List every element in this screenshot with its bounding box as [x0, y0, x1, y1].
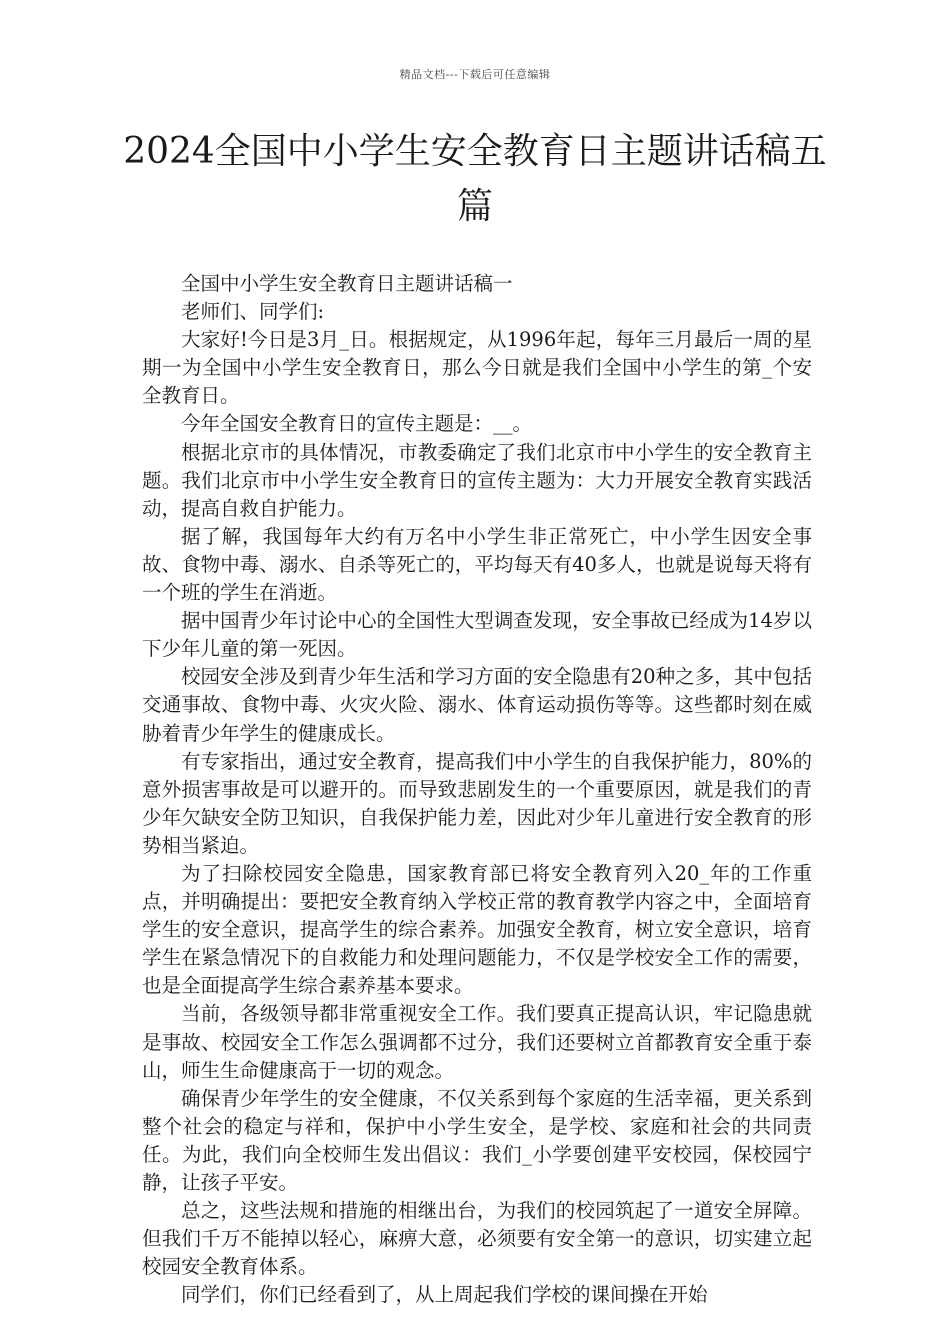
paragraph: 校园安全涉及到青少年生活和学习方面的安全隐患有20种之多，其中包括交通事故、食物中毒、火灾火险、溺水、体育运动损伤等等。这些都时刻在威胁着青少年学生的健康成长。 — [142, 665, 812, 745]
header-note: 精品文档---下载后可任意编辑 — [399, 68, 551, 81]
paragraph: 据中国青少年讨论中心的全国性大型调查发现，安全事故已经成为14岁以下少年儿童的第一死因。 — [142, 609, 812, 661]
paragraph: 大家好!今日是3月_日。根据规定，从1996年起，每年三月最后一周的星期一为全国中小学生安全教育日，那么今日就是我们全国中小学生的第_个安全教育日。 — [142, 328, 812, 408]
salutation: 老师们、同学们: — [181, 300, 325, 324]
document-body — [142, 270, 812, 1309]
document-title: 2024全国中小学生安全教育日主题讲话稿五篇 — [123, 131, 827, 227]
paragraph: 当前，各级领导都非常重视安全工作。我们要真正提高认识，牢记隐患就是事故、校园安全工作怎么强调都不过分，我们还要树立首都教育安全重于泰山，师生生命健康高于一切的观念。 — [142, 1002, 812, 1082]
paragraph: 有专家指出，通过安全教育，提高我们中小学生的自我保护能力，80%的意外损害事故是可以避开的。而导致悲剧发生的一个重要原因，就是我们的青少年欠缺安全防卫知识，自我保护能力差，因此对少年儿童进行安全教育的形势相当紧迫。 — [142, 749, 812, 857]
paragraph: 根据北京市的具体情况，市教委确定了我们北京市中小学生的安全教育主题。我们北京市中小学生安全教育日的宣传主题为：大力开展安全教育实践活动，提高自救自护能力。 — [142, 440, 812, 520]
section-heading: 全国中小学生安全教育日主题讲话稿一 — [181, 272, 513, 295]
paragraph: 总之，这些法规和措施的相继出台，为我们的校园筑起了一道安全屏障。但我们千万不能掉以轻心，麻痹大意，必须要有安全第一的意识，切实建立起校园安全教育体系。 — [142, 1199, 812, 1279]
paragraph: 确保青少年学生的安全健康，不仅关系到每个家庭的生活幸福，更关系到整个社会的稳定与祥和，保护中小学生安全，是学校、家庭和社会的共同责任。为此，我们向全校师生发出倡议：我们_小学要创建平安校园，保校园宁静，让孩子平安。 — [142, 1086, 812, 1194]
paragraph: 为了扫除校园安全隐患，国家教育部已将安全教育列入20_年的工作重点，并明确提出：要把安全教育纳入学校正常的教育教学内容之中，全面培育学生的安全意识，提高学生的综合素养。加强安全教育，树立安全意识，培育学生在紧急情况下的自救能力和处理问题能力，不仅是学校安全工作的需要，也是全面提高学生综合素养基本要求。 — [142, 861, 812, 998]
paragraph: 今年全国安全教育日的宣传主题是：__。 — [181, 412, 533, 436]
paragraph: 同学们，你们已经看到了，从上周起我们学校的课间操在开始 — [181, 1283, 708, 1307]
paragraph: 据了解，我国每年大约有万名中小学生非正常死亡，中小学生因安全事故、食物中毒、溺水、自杀等死亡的，平均每天有40多人，也就是说每天将有一个班的学生在消逝。 — [142, 524, 812, 605]
